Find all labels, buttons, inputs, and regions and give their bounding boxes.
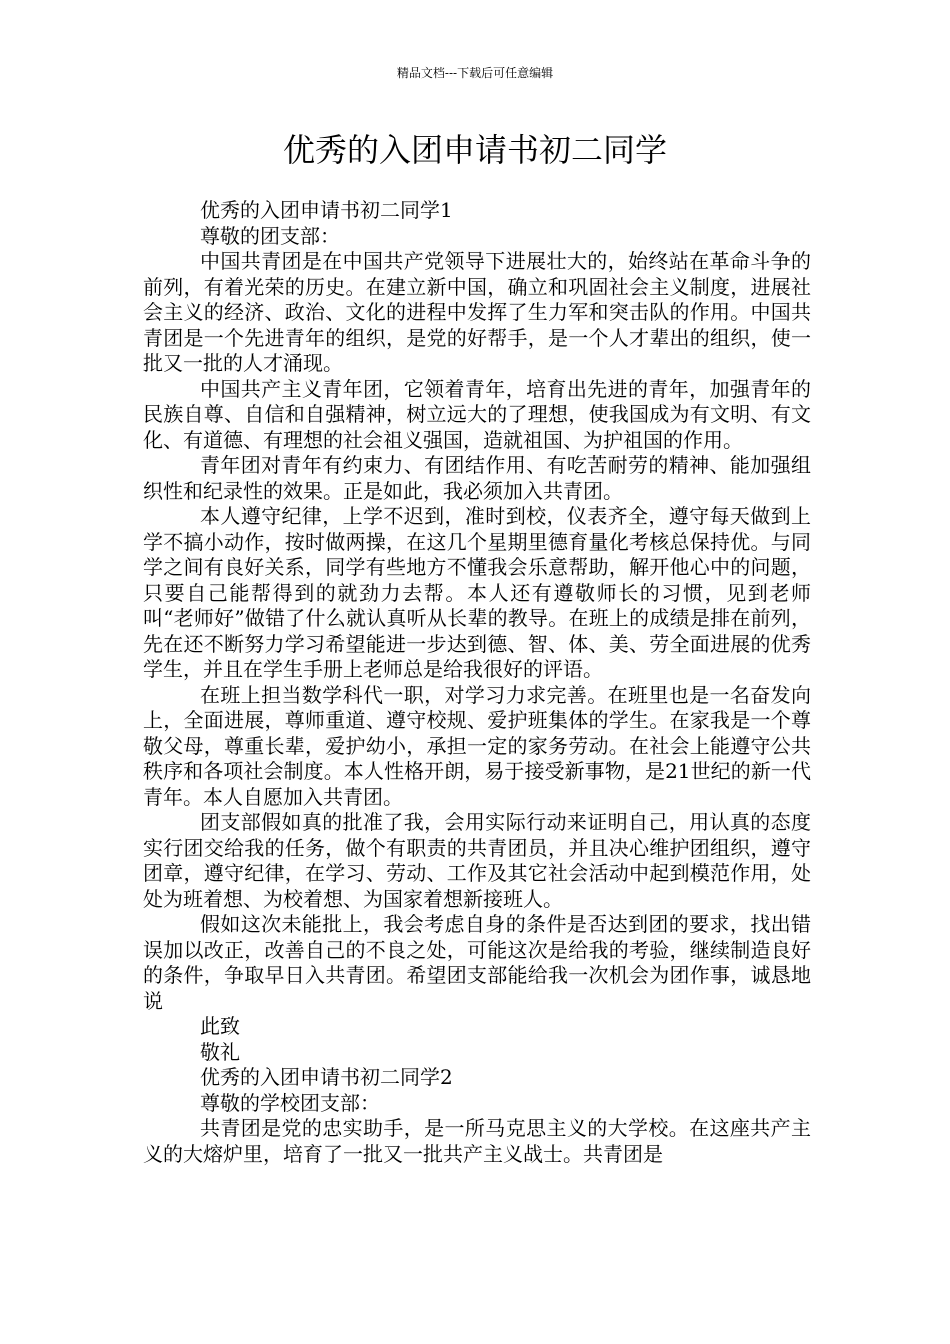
paragraph: 青年团对青年有约束力、有团结作用、有吃苦耐劳的精神、能加强组织性和纪录性的效果。正是如此，我必须加入共青团。 <box>143 453 811 503</box>
paragraph: 在班上担当数学科代一职，对学习力求完善。在班里也是一名奋发向上，全面进展，尊师重道、遵守校规、爱护班集体的学生。在家我是一个尊敬父母，尊重长辈，爱护幼小，承担一定的家务劳动。在社会上能遵守公共秩序和各项社会制度。本人性格开朗，易于接受新事物，是21世纪的新一代青年。本人自愿加入共青团。 <box>143 682 811 809</box>
salutation: 尊敬的团支部： <box>200 223 340 248</box>
section-heading-2: 优秀的入团申请书初二同学2 <box>200 1065 453 1089</box>
salutation: 尊敬的学校团支部： <box>200 1090 380 1115</box>
document-title: 优秀的入团申请书初二同学 <box>282 131 667 169</box>
document-body <box>143 198 811 1167</box>
paragraph: 团支部假如真的批准了我，会用实际行动来证明自己，用认真的态度实行团交给我的任务，做个有职责的共青团员，并且决心维护团组织，遵守团章，遵守纪律，在学习、劳动、工作及其它社会活动中起到模范作用，处处为班着想、为校着想、为国家着想新接班人。 <box>143 810 811 911</box>
paragraph: 共青团是党的忠实助手，是一所马克思主义的大学校。在这座共产主义的大熔炉里，培育了一批又一批共产主义战士。共青团是 <box>143 1116 811 1166</box>
paragraph: 假如这次未能批上，我会考虑自身的条件是否达到团的要求，找出错误加以改正，改善自己的不良之处，可能这次是给我的考验，继续制造良好的条件，争取早日入共青团。希望团支部能给我一次机会为团作事，诚恳地说 <box>143 912 811 1013</box>
closing-line: 此致 <box>200 1014 240 1038</box>
page-header: 精品文档---下载后可任意编辑 <box>396 66 554 80</box>
paragraph: 中国共青团是在中国共产党领导下进展壮大的，始终站在革命斗争的前列，有着光荣的历史。在建立新中国，确立和巩固社会主义制度，进展社会主义的经济、政治、文化的进程中发挥了生力军和突击队的作用。中国共青团是一个先进青年的组织，是党的好帮手，是一个人才辈出的组织，使一批又一批的人才涌现。 <box>143 249 811 375</box>
paragraph: 本人遵守纪律，上学不迟到，准时到校，仪表齐全，遵守每天做到上学不搞小动作，按时做两操，在这几个星期里德育量化考核总保持优。与同学之间有良好关系，同学有些地方不懂我会乐意帮助，解开他心中的问题，只要自己能帮得到的就劲力去帮。本人还有遵敬师长的习惯，见到老师叫“老师好”做错了什么就认真听从长辈的教导。在班上的成绩是排在前列，先在还不断努力学习希望能进一步达到德、智、体、美、劳全面进展的优秀学生，并且在学生手册上老师总是给我很好的评语。 <box>143 504 811 681</box>
closing-line: 敬礼 <box>200 1039 240 1064</box>
paragraph: 中国共产主义青年团，它领着青年，培育出先进的青年，加强青年的民族自尊、自信和自强精神，树立远大的了理想，使我国成为有文明、有文化、有道德、有理想的社会祖义强国，造就祖国、为护祖国的作用。 <box>143 376 811 452</box>
section-heading-1: 优秀的入团申请书初二同学1 <box>200 198 453 222</box>
